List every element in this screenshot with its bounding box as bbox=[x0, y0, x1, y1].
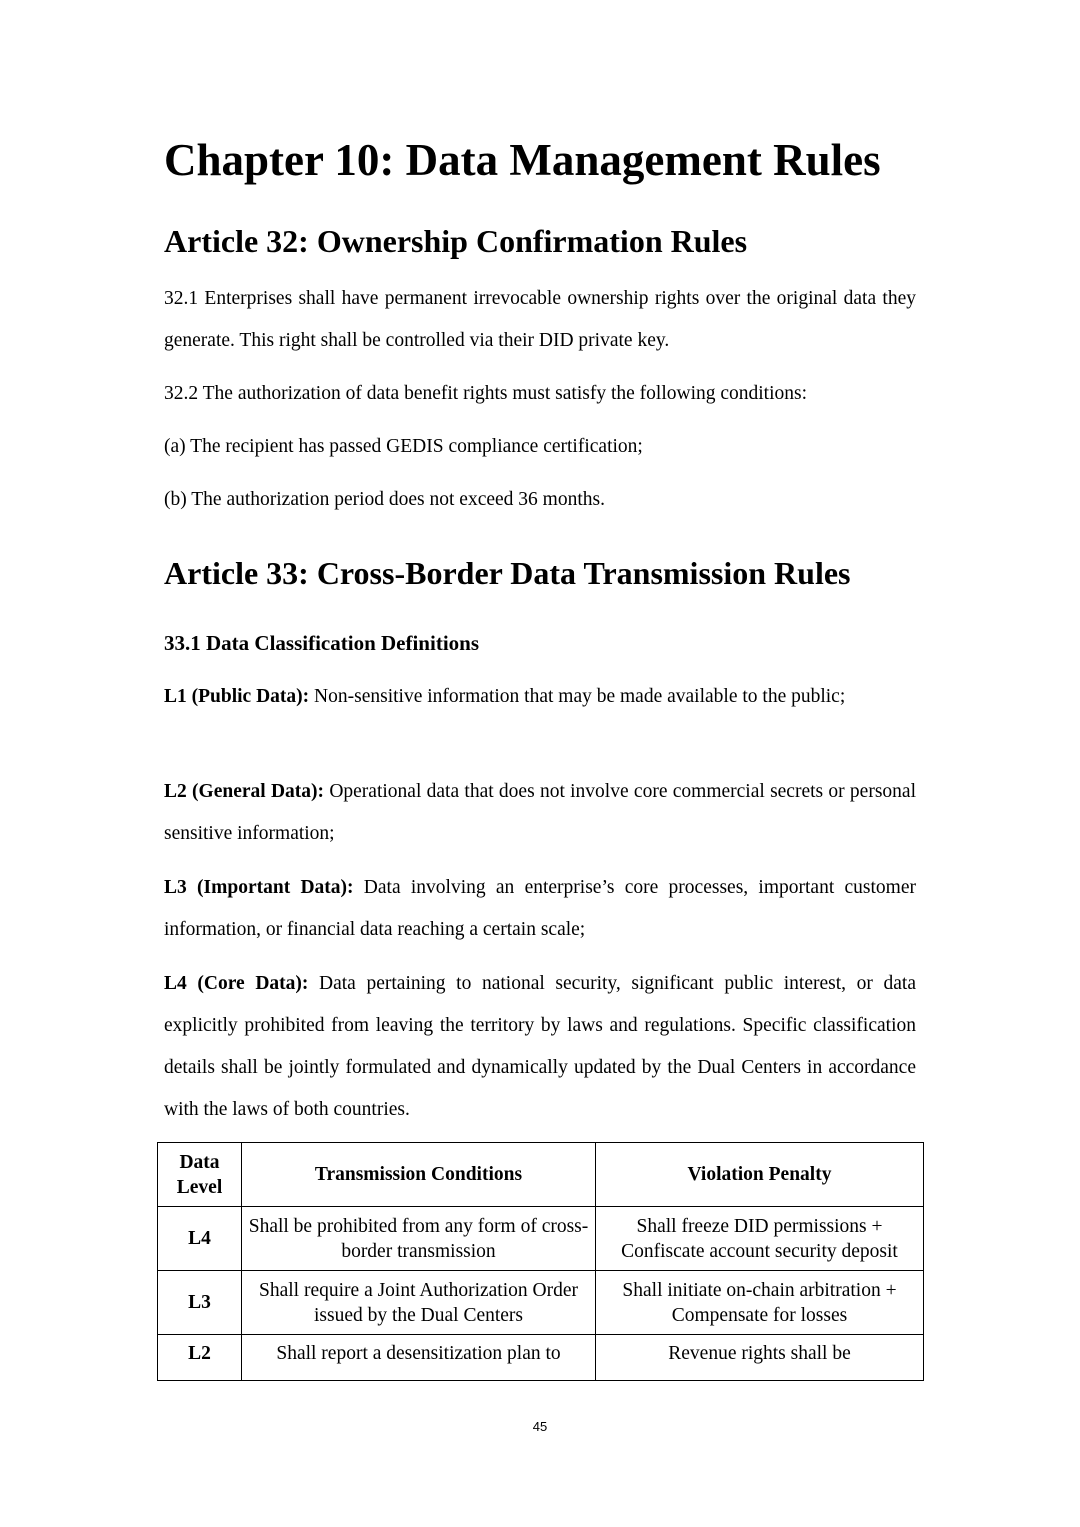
penalty-cell: Revenue rights shall be bbox=[596, 1335, 924, 1381]
condition-a: (a) The recipient has passed GEDIS compliance certification; bbox=[164, 436, 643, 457]
conditions-cell: Shall be prohibited from any form of cross-border transmission bbox=[242, 1207, 596, 1271]
definition-text: Operational data that does not involve core commercial secrets or personal sensitive information; bbox=[164, 781, 916, 844]
penalty-cell: Shall freeze DID permissions + Confiscate account security deposit bbox=[596, 1207, 924, 1271]
condition-b: (b) The authorization period does not exceed 36 months. bbox=[164, 489, 605, 510]
definition-term: L2 (General Data): bbox=[164, 781, 325, 802]
chapter-title: Chapter 10: Data Management Rules bbox=[164, 135, 881, 185]
definition-l1 bbox=[164, 676, 916, 718]
article-32-heading: Article 32: Ownership Confirmation Rules bbox=[164, 223, 748, 259]
header-violation-penalty: Violation Penalty bbox=[596, 1143, 924, 1207]
table-row bbox=[158, 1271, 924, 1335]
page-number: 45 bbox=[532, 1419, 548, 1434]
penalty-cell: Shall initiate on-chain arbitration + Compensate for losses bbox=[596, 1271, 924, 1335]
definition-term: L4 (Core Data): bbox=[164, 973, 309, 994]
definition-text: Non-sensitive information that may be made available to the public; bbox=[309, 686, 846, 707]
definition-l4 bbox=[164, 963, 916, 1131]
definition-text: Data involving an enterprise’s core processes, important customer information, or financial data reaching a certain scale; bbox=[164, 877, 916, 940]
section-33-1-heading: 33.1 Data Classification Definitions bbox=[164, 631, 479, 655]
article-33-heading: Article 33: Cross-Border Data Transmission Rules bbox=[164, 555, 851, 591]
data-level-table bbox=[157, 1142, 924, 1381]
definition-term: L3 (Important Data): bbox=[164, 877, 354, 898]
table-row bbox=[158, 1335, 924, 1381]
paragraph-32-2: 32.2 The authorization of data benefit rights must satisfy the following conditions: bbox=[164, 383, 808, 404]
level-cell: L2 bbox=[158, 1335, 242, 1381]
paragraph-32-1: 32.1 Enterprises shall have permanent irrevocable ownership rights over the original data they generate. This right shall be controlled via their DID private key. bbox=[164, 288, 916, 351]
level-cell: L4 bbox=[158, 1207, 242, 1271]
conditions-cell: Shall report a desensitization plan to bbox=[242, 1335, 596, 1381]
header-transmission-conditions: Transmission Conditions bbox=[242, 1143, 596, 1207]
level-cell: L3 bbox=[158, 1271, 242, 1335]
definition-l3 bbox=[164, 867, 916, 951]
table-row bbox=[158, 1207, 924, 1271]
definition-term: L1 (Public Data): bbox=[164, 686, 310, 707]
header-data-level: Data Level bbox=[158, 1143, 242, 1207]
definition-l2 bbox=[164, 771, 916, 855]
table-header-row bbox=[158, 1143, 924, 1207]
definition-text: Data pertaining to national security, significant public interest, or data explicitly prohibited from leaving the territory by laws and regulations. Specific classification details shall be jointly formulated and dynamically updated by the Dual Centers in accordance with the laws of both countries. bbox=[164, 973, 917, 1120]
conditions-cell: Shall require a Joint Authorization Order issued by the Dual Centers bbox=[242, 1271, 596, 1335]
